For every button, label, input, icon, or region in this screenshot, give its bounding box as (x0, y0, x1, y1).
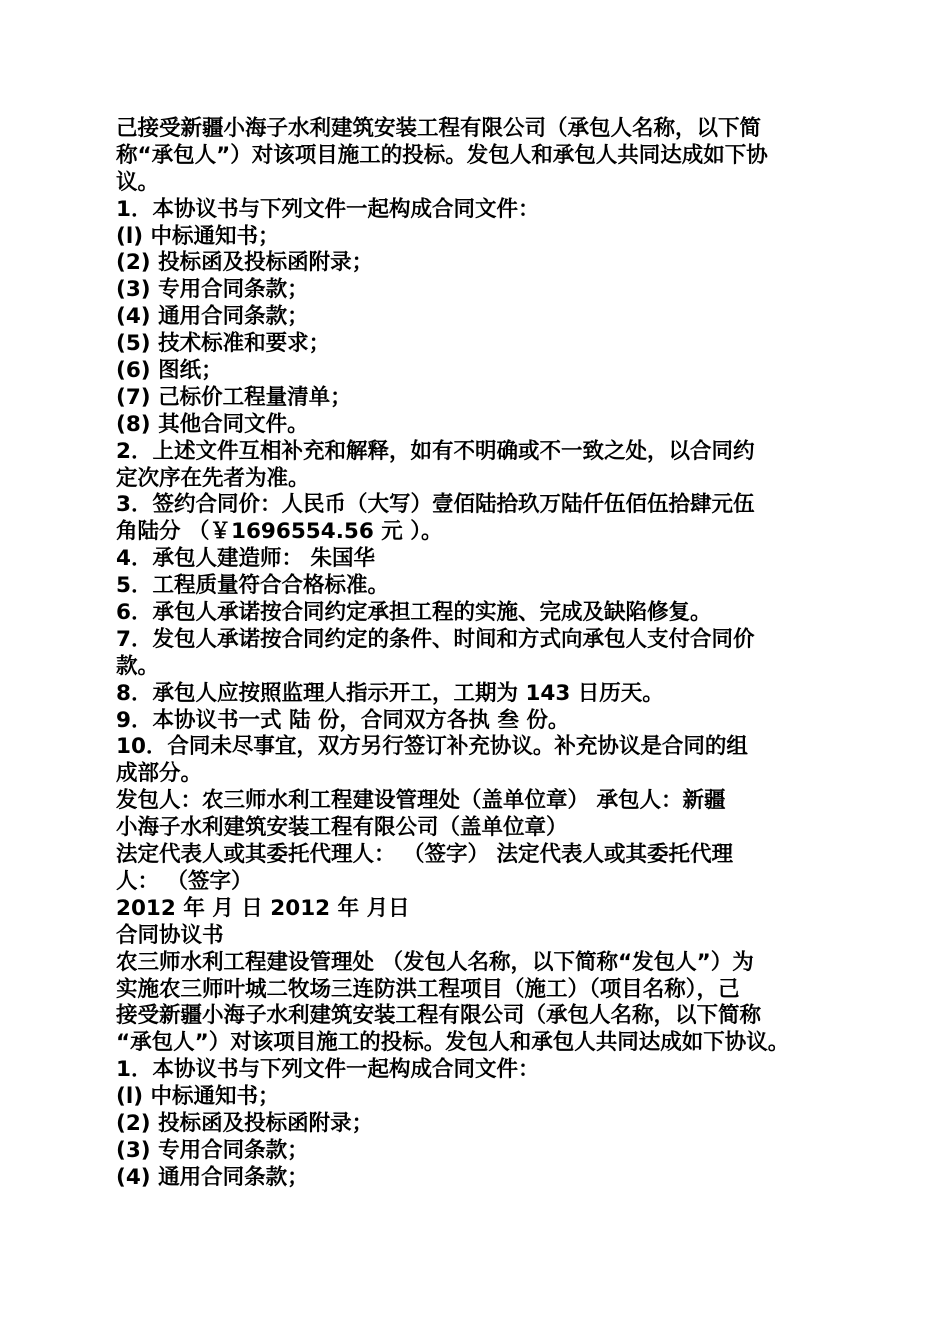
text-line: 法定代表人或其委托代理人： （签字） 法定代表人或其委托代理 (116, 842, 733, 868)
text-line: (4) 通用合同条款； (116, 1164, 309, 1190)
document-page (116, 116, 844, 1192)
text-line: 8．承包人应按照监理人指示开工，工期为 143 日历天。 (116, 680, 664, 706)
text-line: 实施农三师叶城二牧场三连防洪工程项目（施工）（项目名称），己 (116, 976, 740, 1002)
text-line: 定次序在先者为准。 (116, 465, 310, 491)
text-line: 接受新疆小海子水利建筑安装工程有限公司（承包人名称，以下简称 (116, 1003, 762, 1029)
text-line: 发包人：农三师水利工程建设管理处（盖单位章） 承包人：新疆 (116, 788, 726, 814)
text-line: 成部分。 (116, 761, 203, 787)
text-line: (2) 投标函及投标函附录； (116, 1110, 374, 1136)
text-line: “承包人”）对该项目施工的投标。发包人和承包人共同达成如下协议。 (116, 1030, 790, 1056)
text-line: 10．合同未尽事宜，双方另行签订补充协议。补充协议是合同的组 (116, 734, 748, 760)
text-line: 款。 (116, 653, 160, 679)
text-line: 4．承包人建造师： 朱国华 (116, 546, 375, 572)
text-line: 称“承包人”）对该项目施工的投标。发包人和承包人共同达成如下协 (116, 142, 768, 168)
text-line: 农三师水利工程建设管理处 （发包人名称，以下简称“发包人”）为 (116, 949, 754, 975)
text-line: 人： （签字） (116, 868, 253, 894)
text-line: 1．本协议书与下列文件一起构成合同文件： (116, 1057, 540, 1083)
text-line: 2．上述文件互相补充和解释，如有不明确或不一致之处，以合同约 (116, 438, 755, 464)
text-line: (2) 投标函及投标函附录； (116, 250, 374, 276)
text-line: 1．本协议书与下列文件一起构成合同文件： (116, 196, 540, 222)
text-line: 7．发包人承诺按合同约定的条件、时间和方式向承包人支付合同价 (116, 626, 755, 652)
text-line: 6．承包人承诺按合同约定承担工程的实施、完成及缺陷修复。 (116, 600, 712, 626)
text-line: 小海子水利建筑安装工程有限公司（盖单位章） (116, 815, 568, 841)
text-line: 己接受新疆小海子水利建筑安装工程有限公司（承包人名称，以下简 (116, 116, 762, 141)
section-title: 合同协议书 (116, 922, 224, 948)
text-line: (l) 中标通知书； (116, 223, 280, 249)
text-line: (3) 专用合同条款； (116, 1137, 309, 1163)
text-line: (4) 通用合同条款； (116, 304, 309, 330)
text-line: (7) 己标价工程量清单； (116, 384, 352, 410)
text-line: 议。 (116, 169, 160, 195)
text-line: 5．工程质量符合合格标准。 (116, 573, 389, 599)
text-line: 3．签约合同价：人民币（大写）壹佰陆拾玖万陆仟伍佰伍拾肆元伍 (116, 492, 755, 518)
text-line: (8) 其他合同文件。 (116, 411, 309, 437)
text-line: 9．本协议书一式 陆 份，合同双方各执 叁 份。 (116, 707, 570, 733)
text-line: (3) 专用合同条款； (116, 277, 309, 303)
text-line: (5) 技术标准和要求； (116, 331, 331, 357)
text-line: 2012 年 月 日 2012 年 月日 (116, 895, 410, 921)
text-line: (l) 中标通知书； (116, 1084, 280, 1110)
text-line: (6) 图纸； (116, 358, 223, 384)
text-line: 角陆分 （￥1696554.56 元 ）。 (116, 519, 443, 545)
